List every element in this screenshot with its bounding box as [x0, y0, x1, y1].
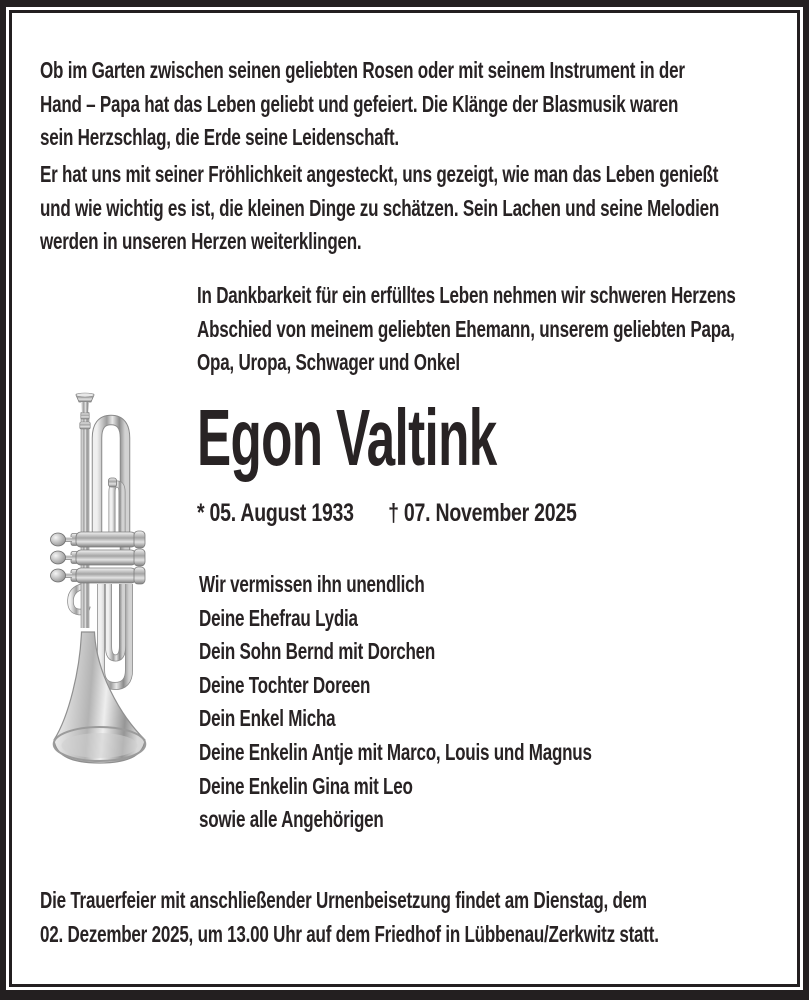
family-member-line: Deine Ehefrau Lydia	[199, 604, 358, 631]
family-member-line: Dein Enkel Micha	[199, 705, 336, 732]
text-line: Abschied von meinem geliebten Ehemann, unserem geliebten Papa,	[197, 315, 735, 342]
farewell-intro	[197, 279, 736, 380]
text-line: Er hat uns mit seiner Fröhlichkeit angesteckt, uns gezeigt, wie man das Leben genießt	[40, 161, 719, 187]
text-line: sein Herzschlag, die Erde seine Leidenschaft.	[40, 124, 399, 150]
text-line: Ob im Garten zwischen seinen geliebten Rosen oder mit seinem Instrument in der	[40, 57, 685, 83]
funeral-info	[40, 884, 659, 951]
family-member-line: sowie alle Angehörigen	[199, 806, 384, 833]
death-date: † 07. November 2025	[388, 499, 577, 527]
text-line: 02. Dezember 2025, um 13.00 Uhr auf dem Friedhof in Lübbenau/Zerkwitz statt.	[40, 920, 659, 947]
character-paragraph	[40, 158, 719, 259]
text-line: In Dankbarkeit für ein erfülltes Leben nehmen wir schweren Herzens	[197, 282, 736, 308]
family-member-line: Dein Sohn Bernd mit Dorchen	[199, 638, 436, 665]
text-line: Opa, Uropa, Schwager und Onkel	[197, 349, 460, 375]
family-member-line: Deine Enkelin Gina mit Leo	[199, 772, 413, 799]
family-member-line: Deine Tochter Doreen	[199, 671, 371, 698]
family-member-line: Deine Enkelin Antje mit Marco, Louis und Magnus	[199, 738, 592, 765]
text-line: Hand – Papa hat das Leben geliebt und gefeiert. Die Klänge der Blasmusik waren	[40, 90, 679, 117]
text-line: und wie wichtig es ist, die kleinen Dinge zu schätzen. Sein Lachen und seine Melodien	[40, 194, 720, 221]
deceased-name: Egon Valtink	[197, 393, 497, 482]
birth-date: * 05. August 1933	[197, 499, 354, 527]
life-dates	[197, 498, 577, 528]
mourning-heading: Wir vermissen ihn unendlich	[199, 571, 425, 597]
opening-paragraph	[40, 54, 685, 155]
text-line: Die Trauerfeier mit anschließender Urnenbeisetzung findet am Dienstag, dem	[40, 887, 647, 913]
mourners-block	[199, 568, 592, 837]
trumpet-image	[46, 392, 154, 770]
text-line: werden in unseren Herzen weiterklingen.	[40, 228, 362, 254]
